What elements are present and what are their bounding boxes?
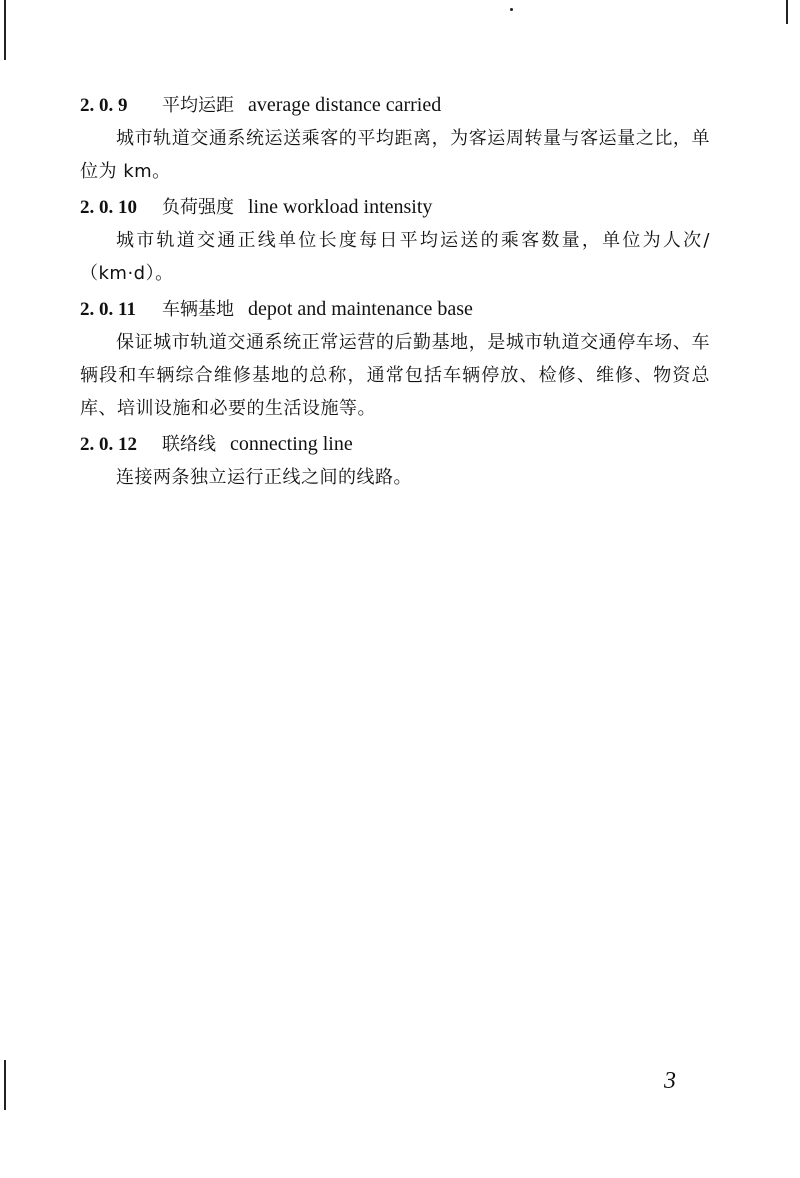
term-heading [80,88,710,122]
term-definition: 连接两条独立运行正线之间的线路。 [116,467,412,488]
term-english: connecting line [230,433,353,455]
scan-edge-mark [4,1060,6,1110]
term-english: depot and maintenance base [248,298,473,320]
term-heading [80,427,710,461]
term-number: 2. 0. 9 [80,95,128,116]
term-number: 2. 0. 11 [80,299,136,320]
term-heading [80,190,710,224]
term-entry [80,292,710,425]
scan-dot [510,8,513,11]
term-number: 2. 0. 12 [80,434,137,455]
page-number: 3 [664,1068,676,1094]
term-english: average distance carried [248,94,442,116]
term-chinese: 联络线 [162,434,216,455]
term-definition: 城市轨道交通系统运送乘客的平均距离，为客运周转量与客运量之比，单位为 km。 [80,128,710,182]
term-chinese: 车辆基地 [162,299,234,320]
term-chinese: 负荷强度 [162,197,234,218]
term-definition: 城市轨道交通正线单位长度每日平均运送的乘客数量，单位为人次/（km·d）。 [80,230,710,284]
term-entry [80,190,710,290]
term-chinese: 平均运距 [162,95,234,116]
scan-edge-mark [786,0,788,24]
term-english: line workload intensity [248,196,433,218]
scan-edge-mark [4,0,6,60]
term-entry [80,88,710,188]
term-definition: 保证城市轨道交通系统正常运营的后勤基地，是城市轨道交通停车场、车辆段和车辆综合维修基地的总称，通常包括车辆停放、检修、维修、物资总库、培训设施和必要的生活设施等。 [80,332,710,419]
term-heading [80,292,710,326]
term-number: 2. 0. 10 [80,197,137,218]
term-entry [80,427,710,494]
term-list [80,88,710,496]
